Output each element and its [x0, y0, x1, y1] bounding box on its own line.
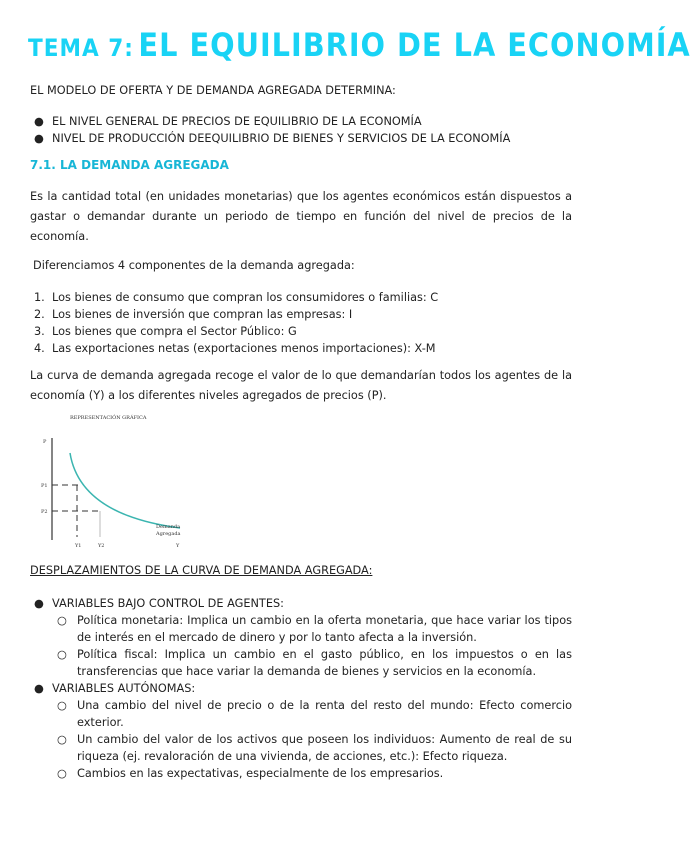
list-item: ● EL NIVEL GENERAL DE PRECIOS DE EQUILIBRIO DE LA ECONOMÍA — [34, 115, 422, 128]
definition-paragraph: Es la cantidad total (en unidades monetarias) que los agentes económicos están dispuestos a gastar o demandar durante un periodo de tiempo en función del nivel de precios de la economía. — [30, 190, 572, 243]
curve-label-2: Agregada — [156, 531, 181, 537]
title-prefix: TEMA 7: — [28, 34, 134, 62]
curve-label-1: Demanda — [156, 524, 181, 530]
list-item: ○ Cambios en las expectativas, especialmente de los empresarios. — [57, 767, 444, 780]
demand-curve — [70, 453, 180, 528]
y1-label: Y1 — [75, 543, 82, 549]
p1-label: P1 — [41, 483, 48, 489]
y2-label: Y2 — [98, 543, 105, 549]
list-item: 2. Los bienes de inversión que compran las empresas: I — [34, 308, 353, 321]
curve-paragraph: La curva de demanda agregada recoge el valor de lo que demandarían todos los agentes de la economía (Y) a los diferentes niveles agregados de precios (P). — [30, 369, 572, 402]
components-list — [30, 289, 570, 357]
graph-title: REPRESENTACIÓN GRÁFICA — [70, 415, 147, 421]
section-heading: 7.1. LA DEMANDA AGREGADA — [30, 158, 229, 172]
title-main: EL EQUILIBRIO DE LA ECONOMÍA — [138, 26, 691, 64]
components-intro: Diferenciamos 4 componentes de la demanda agregada: — [33, 259, 355, 272]
list-item: 4. Las exportaciones netas (exportaciones menos importaciones): X-M — [34, 342, 436, 355]
list-item: ○ Una cambio del nivel de precio o de la renta del resto del mundo: Efecto comercio exterior. — [57, 699, 572, 729]
shifts-heading: DESPLAZAMIENTOS DE LA CURVA DE DEMANDA AGREGADA: — [30, 564, 373, 577]
x-axis-label: Y — [176, 543, 180, 549]
list-item: 1. Los bienes de consumo que compran los consumidores o familias: C — [34, 291, 439, 304]
list-item: ● VARIABLES AUTÓNOMAS: — [34, 682, 196, 695]
list-item: ○ Política fiscal: Implica un cambio en el gasto público, en los impuestos o en las transferencias que hace variar la demanda de bienes y servicios en la economía. — [57, 648, 572, 678]
p2-label: P2 — [41, 509, 48, 515]
intro-bullets — [30, 113, 570, 147]
aggregate-demand-graph — [30, 405, 200, 555]
intro-text: EL MODELO DE OFERTA Y DE DEMANDA AGREGADA DETERMINA: — [30, 84, 396, 97]
shifts-list — [30, 595, 572, 782]
list-item: ○ Un cambio del valor de los activos que poseen los individuos: Aumento de real de su riqueza (ej. revaloración de una vivienda, de acciones, etc.): Efecto riqueza. — [57, 733, 572, 763]
list-item: ● VARIABLES BAJO CONTROL DE AGENTES: — [34, 597, 284, 610]
list-item: ● NIVEL DE PRODUCCIÓN DEEQUILIBRIO DE BIENES Y SERVICIOS DE LA ECONOMÍA — [34, 132, 511, 145]
list-item: 3. Los bienes que compra el Sector Público: G — [34, 325, 297, 338]
y-axis-label: P — [43, 439, 47, 445]
page-title — [28, 26, 691, 64]
list-item: ○ Política monetaria: Implica un cambio en la oferta monetaria, que hace variar los tipos de interés en el mercado de dinero y por lo tanto afecta a la inversión. — [57, 614, 572, 644]
